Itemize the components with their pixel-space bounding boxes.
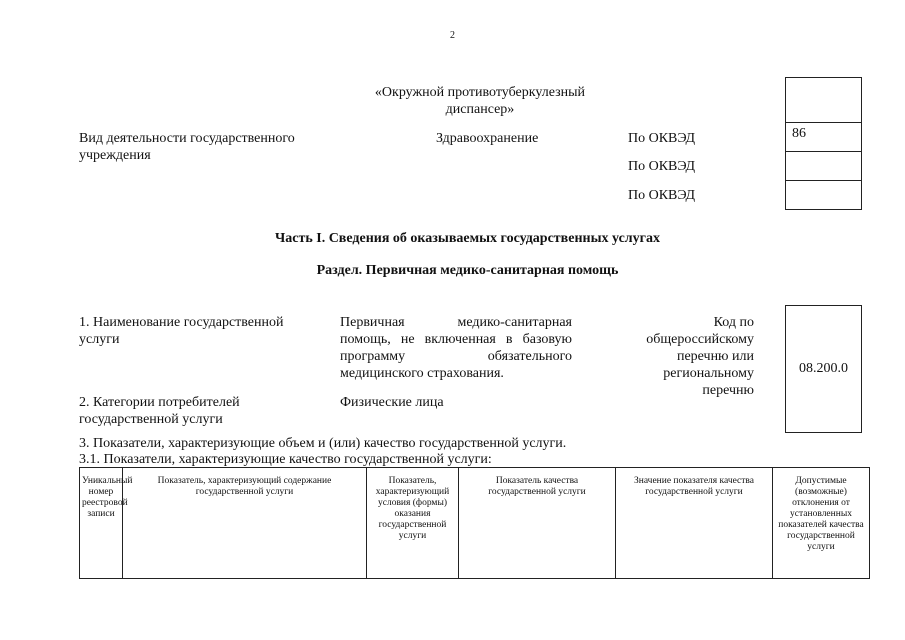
activity-value: Здравоохранение xyxy=(436,131,539,146)
indicators-subheading: 3.1. Показатели, характеризующие качество государственной услуги: xyxy=(79,452,492,467)
section-title: Раздел. Первичная медико-санитарная помощь xyxy=(316,263,619,278)
col-header-allowed-deviations: Допустимые (возможные) отклонения от установленных показателей качества государственной услуги xyxy=(773,468,870,579)
okved-label-3: По ОКВЭД xyxy=(628,188,696,203)
service-code-label: Код по общероссийскому перечню или региональному перечню xyxy=(646,315,754,398)
consumers-label: 2. Категории потребителей государственной услуги xyxy=(79,395,240,427)
part-title: Часть I. Сведения об оказываемых государственных услугах xyxy=(274,231,661,246)
quality-indicators-table xyxy=(79,467,870,579)
col-header-content-indicator: Показатель, характеризующий содержание государственной услуги xyxy=(123,468,367,579)
okved-code-cell-1: 86 xyxy=(785,122,862,152)
okved-label-1: По ОКВЭД xyxy=(628,131,696,146)
institution-name: «Окружной противотуберкулезный диспансер» xyxy=(374,85,586,117)
col-header-quality-indicator: Показатель качества государственной услуги xyxy=(459,468,616,579)
service-code-cell: 08.200.0 xyxy=(785,305,862,433)
col-header-quality-value: Значение показателя качества государственной услуги xyxy=(616,468,773,579)
okved-label-2: По ОКВЭД xyxy=(628,159,696,174)
indicators-heading: 3. Показатели, характеризующие объем и (или) качество государственной услуги. xyxy=(79,436,567,451)
okved-code-cell-2 xyxy=(785,151,862,181)
col-header-registry-number: Уникальный номер реестровой записи xyxy=(80,468,123,579)
institution-code-box xyxy=(785,77,862,123)
consumers-value: Физические лица xyxy=(340,395,444,410)
service-name-value: Первичная медико-санитарная помощь, не включенная в базовую программу обязательного медицинского страхования. xyxy=(340,315,572,381)
okved-code-cell-3 xyxy=(785,180,862,210)
activity-label: Вид деятельности государственного учреждения xyxy=(79,131,295,163)
page-number: 2 xyxy=(450,30,455,41)
service-name-label: 1. Наименование государственной услуги xyxy=(79,315,284,347)
col-header-conditions-indicator: Показатель, характеризующий условия (формы) оказания государственной услуги xyxy=(367,468,459,579)
